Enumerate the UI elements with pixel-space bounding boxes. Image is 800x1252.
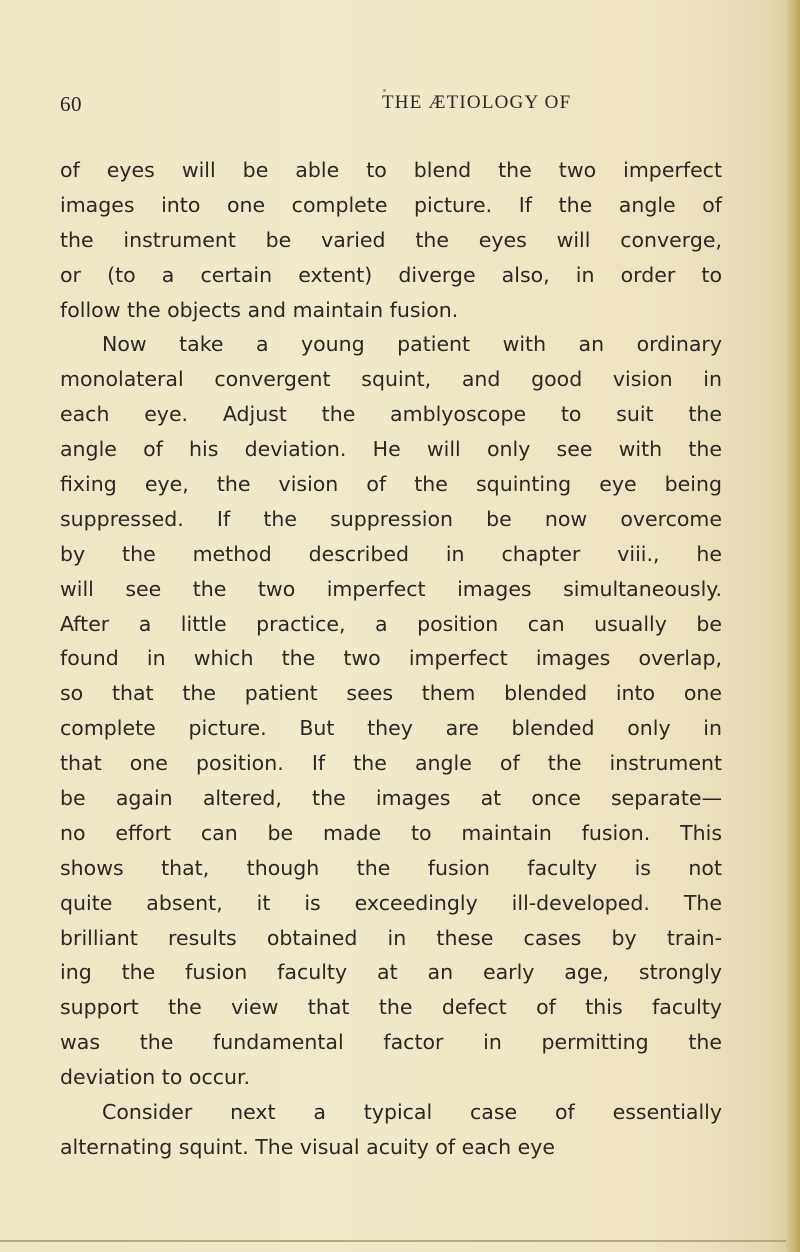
text-line: found in which the two imperfect images overlap, (60, 646, 722, 671)
text-line: Consider next a typical case of essentially (102, 1100, 722, 1125)
text-line: suppressed. If the suppression be now overcome (60, 506, 722, 531)
text-line: that one position. If the angle of the instrument (60, 751, 722, 776)
text-line: complete picture. But they are blended only in (60, 716, 722, 741)
text-line: so that the patient sees them blended into one (60, 681, 722, 706)
text-line: images into one complete picture. If the angle of (60, 192, 722, 217)
text-line: shows that, though the fusion faculty is not (60, 855, 722, 880)
body-text (60, 153, 722, 1165)
text-line: support the view that the defect of this faculty (60, 995, 722, 1020)
text-line: no effort can be made to maintain fusion. This (60, 820, 722, 845)
text-line: the instrument be varied the eyes will converge, (60, 227, 722, 252)
text-line: will see the two imperfect images simultaneously. (60, 576, 722, 601)
running-head: THE ÆTIOLOGY OF (382, 92, 572, 113)
text-line: deviation to occur. (60, 1065, 251, 1090)
text-line: monolateral convergent squint, and good vision in (60, 367, 722, 392)
text-line: alternating squint. The visual acuity of each eye (60, 1134, 555, 1159)
text-line: was the fundamental factor in permitting the (60, 1030, 722, 1055)
text-line: of eyes will be able to blend the two imperfect (60, 158, 722, 182)
text-line: each eye. Adjust the amblyoscope to suit the (60, 402, 722, 427)
page-header (60, 92, 720, 122)
text-line: by the method described in chapter viii., he (60, 541, 722, 566)
text-line: fixing eye, the vision of the squinting eye being (60, 472, 722, 497)
text-line: quite absent, it is exceedingly ill-developed. The (60, 890, 722, 915)
text-line: follow the objects and maintain fusion. (60, 297, 459, 322)
text-line: ing the fusion faculty at an early age, strongly (60, 960, 722, 985)
text-line: be again altered, the images at once separate— (60, 786, 722, 811)
page-number: 60 (60, 92, 82, 116)
page-edge-shadow (786, 0, 800, 1252)
text-line: Now take a young patient with an ordinary (102, 332, 722, 357)
text-line: brilliant results obtained in these cases by train- (60, 925, 722, 950)
text-line: or (to a certain extent) diverge also, in order to (60, 262, 722, 287)
bottom-page-rule (0, 1240, 786, 1242)
text-line: After a little practice, a position can usually be (60, 611, 722, 636)
text-line: angle of his deviation. He will only see with the (60, 437, 722, 462)
